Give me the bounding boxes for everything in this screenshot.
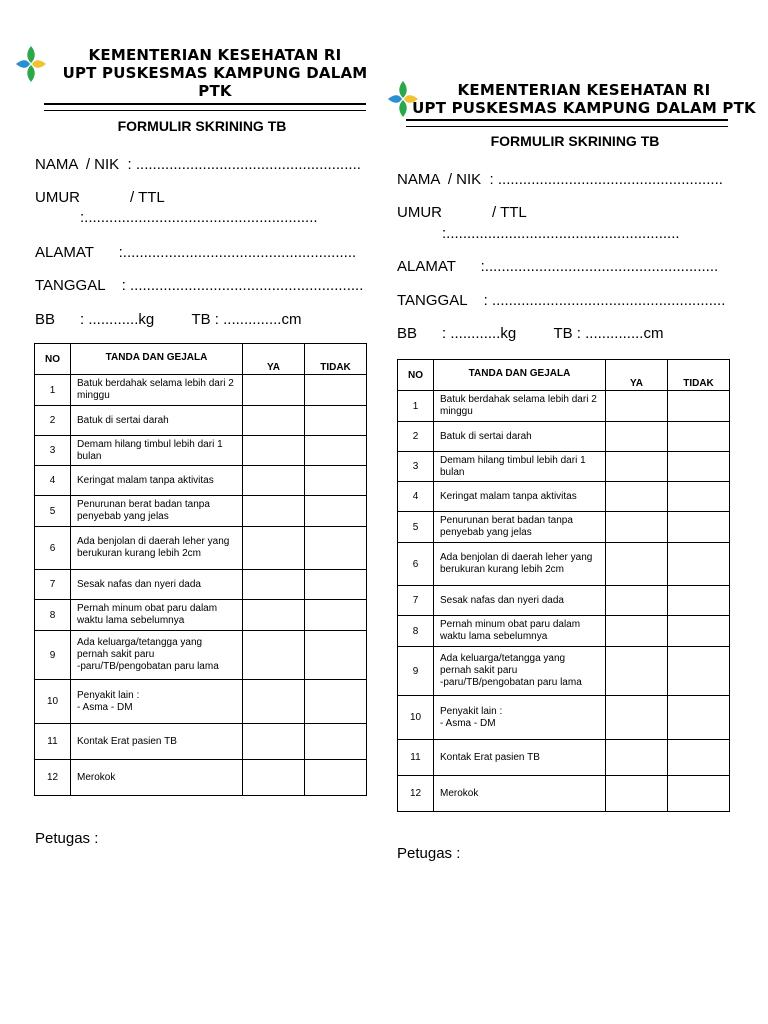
row-number: 8 [35, 600, 71, 631]
row-ya-cell[interactable] [606, 452, 668, 482]
col-header-symptom: TANDA DAN GEJALA [434, 360, 606, 391]
institution-header [410, 81, 758, 117]
table-row [35, 631, 367, 680]
row-tidak-cell[interactable] [305, 680, 367, 724]
umur-ttl-field: UMUR / TTL [397, 204, 527, 221]
table-row [35, 600, 367, 631]
table-row [35, 466, 367, 496]
header-rule-thin [44, 110, 366, 111]
row-tidak-cell[interactable] [305, 724, 367, 760]
row-ya-cell[interactable] [243, 496, 305, 527]
row-number: 10 [398, 696, 434, 740]
umur-ttl-field: UMUR / TTL [35, 189, 165, 206]
row-symptom: Merokok [434, 776, 606, 812]
symptom-table [397, 359, 730, 812]
row-ya-cell[interactable] [606, 482, 668, 512]
alamat-field: ALAMAT :........................................................ [397, 258, 719, 275]
table-row [398, 482, 730, 512]
col-header-tidak: TIDAK [668, 360, 730, 391]
row-tidak-cell[interactable] [668, 740, 730, 776]
umur-ttl-dots: :........................................................ [80, 209, 318, 226]
row-ya-cell[interactable] [606, 512, 668, 543]
row-ya-cell[interactable] [243, 527, 305, 570]
table-row [398, 543, 730, 586]
table-row [398, 696, 730, 740]
row-tidak-cell[interactable] [305, 466, 367, 496]
col-header-tidak: TIDAK [305, 344, 367, 375]
screening-form-left [30, 44, 370, 944]
row-symptom: Ada benjolan di daerah leher yang berukuran kurang lebih 2cm [434, 543, 606, 586]
row-number: 12 [35, 760, 71, 796]
row-symptom: Kontak Erat pasien TB [71, 724, 243, 760]
row-tidak-cell[interactable] [305, 527, 367, 570]
row-number: 10 [35, 680, 71, 724]
header-line3: PTK [198, 82, 232, 100]
header-rule-thin [406, 126, 728, 127]
row-tidak-cell[interactable] [668, 543, 730, 586]
row-ya-cell[interactable] [243, 466, 305, 496]
row-symptom: Pernah minum obat paru dalam waktu lama sebelumnya [434, 616, 606, 647]
row-symptom: Penurunan berat badan tanpa penyebab yang jelas [71, 496, 243, 527]
col-header-no: NO [35, 344, 71, 375]
row-ya-cell[interactable] [243, 680, 305, 724]
row-tidak-cell[interactable] [305, 600, 367, 631]
row-symptom: Batuk di sertai darah [434, 422, 606, 452]
row-ya-cell[interactable] [606, 422, 668, 452]
row-symptom: Batuk berdahak selama lebih dari 2 minggu [434, 391, 606, 422]
row-number: 9 [398, 647, 434, 696]
kemenkes-logo [14, 44, 48, 84]
petugas-label: Petugas : [35, 830, 99, 847]
row-symptom: Ada benjolan di daerah leher yang berukuran kurang lebih 2cm [71, 527, 243, 570]
petugas-label: Petugas : [397, 845, 461, 862]
header-line2: UPT PUSKESMAS KAMPUNG DALAM [62, 64, 368, 82]
row-ya-cell[interactable] [606, 616, 668, 647]
form-title: FORMULIR SKRINING TB [117, 118, 287, 134]
row-number: 6 [398, 543, 434, 586]
row-number: 4 [35, 466, 71, 496]
row-symptom: Batuk berdahak selama lebih dari 2 minggu [71, 375, 243, 406]
row-ya-cell[interactable] [243, 600, 305, 631]
alamat-field: ALAMAT :........................................................ [35, 244, 357, 261]
table-row [35, 680, 367, 724]
row-ya-cell[interactable] [243, 406, 305, 436]
row-number: 1 [398, 391, 434, 422]
row-symptom: Penurunan berat badan tanpa penyebab yang jelas [434, 512, 606, 543]
row-symptom: Sesak nafas dan nyeri dada [434, 586, 606, 616]
table-row [398, 391, 730, 422]
tanggal-field: TANGGAL : ........................................................ [397, 292, 726, 309]
row-tidak-cell[interactable] [668, 512, 730, 543]
row-tidak-cell[interactable] [668, 482, 730, 512]
table-row [398, 422, 730, 452]
row-number: 11 [398, 740, 434, 776]
header-line3: PTK [722, 99, 756, 117]
row-tidak-cell[interactable] [305, 375, 367, 406]
row-number: 2 [398, 422, 434, 452]
row-ya-cell[interactable] [606, 696, 668, 740]
row-ya-cell[interactable] [243, 760, 305, 796]
row-tidak-cell[interactable] [305, 631, 367, 680]
row-number: 12 [398, 776, 434, 812]
row-tidak-cell[interactable] [668, 422, 730, 452]
row-symptom: Demam hilang timbul lebih dari 1 bulan [71, 436, 243, 466]
row-symptom: Keringat malam tanpa aktivitas [71, 466, 243, 496]
row-tidak-cell[interactable] [305, 496, 367, 527]
row-ya-cell[interactable] [606, 543, 668, 586]
col-header-no: NO [398, 360, 434, 391]
row-ya-cell[interactable] [243, 631, 305, 680]
row-ya-cell[interactable] [243, 570, 305, 600]
header-line2-3 [410, 99, 758, 117]
col-header-ya: YA [243, 344, 305, 375]
row-number: 7 [398, 586, 434, 616]
row-tidak-cell[interactable] [668, 586, 730, 616]
row-ya-cell[interactable] [606, 586, 668, 616]
table-row [35, 760, 367, 796]
table-row [35, 570, 367, 600]
tanggal-field: TANGGAL : ........................................................ [35, 277, 364, 294]
table-row [398, 647, 730, 696]
table-row [35, 496, 367, 527]
row-tidak-cell[interactable] [305, 760, 367, 796]
header-line1: KEMENTERIAN KESEHATAN RI [457, 81, 711, 99]
row-number: 6 [35, 527, 71, 570]
row-symptom: Demam hilang timbul lebih dari 1 bulan [434, 452, 606, 482]
table-row [398, 452, 730, 482]
bb-tb-field: BB : ............kg TB : ..............cm [397, 325, 664, 342]
row-symptom: Keringat malam tanpa aktivitas [434, 482, 606, 512]
row-tidak-cell[interactable] [668, 616, 730, 647]
nama-nik-field: NAMA / NIK : ...................................................... [397, 171, 723, 188]
row-number: 5 [35, 496, 71, 527]
row-number: 11 [35, 724, 71, 760]
row-tidak-cell[interactable] [668, 647, 730, 696]
row-symptom: Kontak Erat pasien TB [434, 740, 606, 776]
institution-header [50, 46, 380, 100]
row-tidak-cell[interactable] [668, 391, 730, 422]
row-tidak-cell[interactable] [668, 696, 730, 740]
table-row [35, 436, 367, 466]
table-row [35, 527, 367, 570]
row-symptom: Pernah minum obat paru dalam waktu lama sebelumnya [71, 600, 243, 631]
table-row [398, 740, 730, 776]
table-row [35, 724, 367, 760]
table-row [35, 375, 367, 406]
row-number: 3 [398, 452, 434, 482]
col-header-symptom: TANDA DAN GEJALA [71, 344, 243, 375]
symptom-table [34, 343, 367, 796]
row-ya-cell[interactable] [606, 647, 668, 696]
table-row [398, 586, 730, 616]
row-number: 7 [35, 570, 71, 600]
table-row [398, 616, 730, 647]
row-number: 5 [398, 512, 434, 543]
row-tidak-cell[interactable] [668, 776, 730, 812]
row-symptom: Sesak nafas dan nyeri dada [71, 570, 243, 600]
row-symptom: Penyakit lain : - Asma - DM [71, 680, 243, 724]
row-tidak-cell[interactable] [668, 452, 730, 482]
row-number: 2 [35, 406, 71, 436]
header-line1: KEMENTERIAN KESEHATAN RI [88, 46, 342, 64]
header-rule-thick [406, 119, 728, 121]
row-number: 1 [35, 375, 71, 406]
row-symptom: Penyakit lain : - Asma - DM [434, 696, 606, 740]
row-number: 3 [35, 436, 71, 466]
row-number: 8 [398, 616, 434, 647]
bb-tb-field: BB : ............kg TB : ..............cm [35, 311, 302, 328]
row-tidak-cell[interactable] [305, 436, 367, 466]
table-row [398, 776, 730, 812]
row-ya-cell[interactable] [243, 724, 305, 760]
row-symptom: Ada keluarga/tetangga yang pernah sakit paru -paru/TB/pengobatan paru lama [434, 647, 606, 696]
form-title: FORMULIR SKRINING TB [490, 133, 660, 149]
row-ya-cell[interactable] [243, 436, 305, 466]
row-tidak-cell[interactable] [305, 406, 367, 436]
umur-ttl-dots: :........................................................ [442, 225, 680, 242]
row-ya-cell[interactable] [243, 375, 305, 406]
nama-nik-field: NAMA / NIK : ...................................................... [35, 156, 361, 173]
header-rule-thick [44, 103, 366, 105]
screening-form-right [392, 79, 756, 979]
col-header-ya: YA [606, 360, 668, 391]
row-symptom: Batuk di sertai darah [71, 406, 243, 436]
row-symptom: Ada keluarga/tetangga yang pernah sakit paru -paru/TB/pengobatan paru lama [71, 631, 243, 680]
row-number: 9 [35, 631, 71, 680]
row-ya-cell[interactable] [606, 776, 668, 812]
table-row [398, 512, 730, 543]
row-symptom: Merokok [71, 760, 243, 796]
row-ya-cell[interactable] [606, 391, 668, 422]
header-line2: UPT PUSKESMAS KAMPUNG DALAM [412, 99, 717, 117]
row-ya-cell[interactable] [606, 740, 668, 776]
table-row [35, 406, 367, 436]
row-tidak-cell[interactable] [305, 570, 367, 600]
row-number: 4 [398, 482, 434, 512]
